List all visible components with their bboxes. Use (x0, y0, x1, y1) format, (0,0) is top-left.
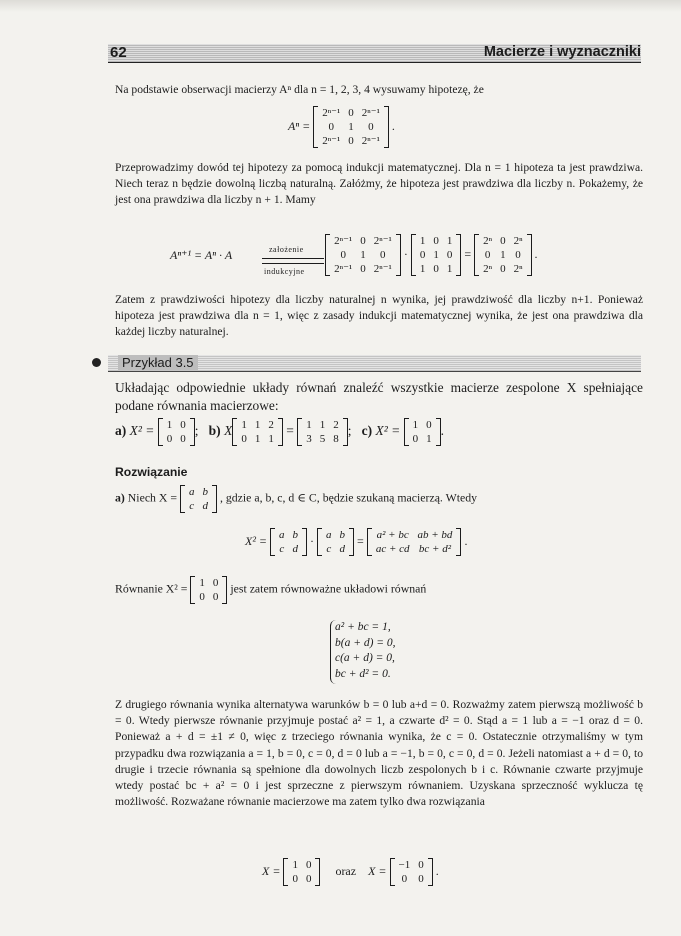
equals-sign: = (286, 423, 294, 439)
matrix-row (318, 134, 384, 148)
matrix-cell: 0 (212, 591, 219, 603)
matrix-cell: 2ⁿ (483, 235, 493, 247)
page-number: 62 (110, 44, 127, 61)
matrix-row (163, 418, 190, 432)
matrix-x-left (270, 528, 307, 556)
matrix-cell: 2ⁿ (483, 263, 493, 275)
matrix-cell: 1 (500, 249, 506, 261)
equals-arrow (262, 258, 324, 264)
matrix-cell: 2ⁿ⁻¹ (334, 235, 353, 247)
matrix-cell: 0 (180, 419, 186, 431)
matrix-cell: 1 (426, 433, 432, 445)
matrix-cell: −1 (398, 859, 411, 871)
matrix-cell: c (189, 500, 195, 512)
matrix-cell: 0 (515, 249, 521, 261)
matrix-cell: c (279, 543, 285, 555)
statement-text: Równanie X² = (115, 581, 188, 596)
equation-end: . (435, 863, 439, 878)
matrix-row (185, 499, 212, 513)
matrix-cell: 0 (348, 107, 354, 119)
bullet-icon (92, 358, 101, 367)
matrix-cell: 0 (292, 873, 298, 885)
matrix-cell: 0 (426, 419, 432, 431)
matrix-row (330, 248, 396, 262)
matrix-cell: 1 (419, 263, 426, 275)
matrix-cell: 0 (180, 433, 186, 445)
equation-statement (115, 576, 426, 604)
matrix-row (372, 542, 457, 556)
matrix-cell: 0 (360, 263, 366, 275)
matrix-cell: a (188, 486, 195, 498)
matrix-cell: 0 (484, 249, 491, 261)
matrix-row (409, 432, 436, 446)
equation-end: . (391, 118, 395, 133)
matrix-row (237, 432, 278, 446)
matrix-cell: 1 (292, 859, 298, 871)
system-equation: c(a + d) = 0, (335, 652, 395, 664)
solution-matrix-2 (390, 858, 433, 886)
matrix-product (367, 528, 462, 556)
matrix-row (395, 872, 428, 886)
task-equations (115, 418, 444, 446)
matrix-row (195, 576, 222, 590)
matrix-row (330, 234, 396, 248)
separator: ; (194, 423, 199, 439)
matrix-cell: 0 (241, 433, 247, 445)
matrix-cell: 1 (446, 263, 453, 275)
task-c-label: c) (361, 423, 373, 439)
matrix-row (416, 262, 457, 276)
matrix-row (288, 858, 315, 872)
separator: ; (347, 423, 352, 439)
matrix-cell: 0 (166, 433, 173, 445)
matrix-cell: 2ⁿ⁻¹ (361, 107, 380, 119)
matrix-row (318, 120, 384, 134)
matrix-x-right (317, 528, 354, 556)
matrix-cell: 0 (380, 249, 386, 261)
conjunction: oraz (335, 863, 357, 878)
matrix-row (185, 485, 212, 499)
statement-text-cont: jest zatem równoważne układowi równań (230, 581, 427, 596)
matrix-row (322, 542, 349, 556)
matrix-cell: 0 (305, 859, 312, 871)
matrix-cell: 0 (212, 577, 219, 589)
dot-operator: · (310, 533, 315, 548)
matrix-row (416, 248, 457, 262)
equals-sign: = (464, 246, 472, 261)
matrix-cell: d (202, 500, 208, 512)
matrix-cell: 0 (305, 873, 312, 885)
matrix-cell: 2ⁿ⁻¹ (373, 235, 392, 247)
equation-end: . (440, 423, 444, 439)
task-b-matrix-left (232, 418, 283, 446)
induction-label-top: założenie (269, 245, 304, 254)
solution-a-line (115, 485, 477, 513)
matrix-cell: b (339, 529, 346, 541)
matrix-cell: 0 (348, 135, 354, 147)
matrix-cell: b (202, 486, 208, 498)
matrix-cell: 0 (412, 433, 419, 445)
matrix-cell: 1 (254, 419, 261, 431)
matrix-row (416, 234, 457, 248)
matrix-row (302, 418, 343, 432)
matrix-a (411, 234, 462, 276)
solution-a-text: Niech X = (127, 490, 178, 505)
equation-system (335, 620, 396, 682)
matrix-row (302, 432, 343, 446)
task-b-label: b) (208, 423, 221, 439)
paragraph-conclusion: Zatem z prawdziwości hipotezy dla liczby naturalnej n wynika, jej prawdziwość dla liczby n+1. Ponieważ hipoteza jest prawdziwa dla n = 1, więc z zasady indukcji matematycznej wynika, że jest ona prawdziwa dla każdej liczby naturalnej. (115, 293, 643, 339)
matrix-cell: 3 (306, 433, 312, 445)
system-equation: bc + d² = 0. (335, 667, 391, 680)
equation-solutions (262, 858, 439, 886)
matrix-row (479, 248, 526, 262)
matrix-cell: 1 (412, 419, 419, 431)
example-task: Układając odpowiednie układy równań znaleźć wszystkie macierze zespolone X spełniające podane równania macierzowe: (115, 380, 643, 413)
matrix-cell: 0 (446, 249, 453, 261)
matrix-row (195, 590, 222, 604)
matrix-target (190, 576, 227, 604)
matrix-cell: 0 (401, 873, 408, 885)
task-a-lhs: X² = (129, 423, 155, 439)
matrix-row (163, 432, 190, 446)
equation-lhs: Aⁿ⁺¹ = Aⁿ · A (170, 247, 233, 262)
matrix-cell: 1 (166, 419, 173, 431)
task-a-label: a) (115, 423, 127, 439)
matrix-row (372, 528, 457, 542)
matrix-cell: 0 (433, 235, 439, 247)
equation-induction-step (170, 234, 538, 276)
matrix-cell: 0 (500, 263, 506, 275)
example-title: Przykład 3.5 (118, 355, 198, 370)
matrix-row (330, 262, 396, 276)
solution-a-text-cont: , gdzie a, b, c, d ∈ C, będzie szukaną macierzą. Wtedy (219, 490, 478, 505)
matrix-cell: bc + d² (418, 543, 452, 555)
matrix-cell: 1 (446, 235, 453, 247)
matrix-cell: 2ⁿ⁻¹ (373, 263, 392, 275)
matrix-cell: 0 (368, 121, 374, 133)
matrix-cell: 1 (254, 433, 261, 445)
solution-matrix-1 (283, 858, 320, 886)
matrix-cell: 1 (268, 433, 274, 445)
task-c-lhs: X² = (375, 423, 401, 439)
matrix-row (409, 418, 436, 432)
matrix-row (237, 418, 278, 432)
matrix-cell: d (292, 543, 299, 555)
matrix-row (318, 106, 384, 120)
matrix-cell: 1 (199, 577, 205, 589)
matrix-cell: 5 (319, 433, 326, 445)
matrix-row (479, 234, 526, 248)
matrix-cell: 0 (419, 249, 426, 261)
matrix-cell: a (279, 529, 285, 541)
matrix-cell: b (292, 529, 299, 541)
matrix-cell: ac + cd (375, 543, 410, 555)
equals-sign: = (357, 533, 364, 548)
matrix-cell: 0 (500, 235, 506, 247)
solution-heading: Rozwiązanie (115, 465, 188, 479)
matrix-cell: 0 (418, 873, 424, 885)
solution-lhs-2: X = (368, 863, 387, 878)
matrix-cell: 2ⁿ (513, 263, 523, 275)
solution-a-label: a) (115, 490, 125, 505)
matrix-cell: 2 (268, 419, 274, 431)
matrix-cell: 0 (328, 121, 334, 133)
matrix (313, 106, 389, 148)
induction-label-bottom: indukcyjne (264, 267, 305, 276)
matrix-cell: 1 (348, 121, 354, 133)
matrix-row (275, 528, 302, 542)
task-b-matrix-right (297, 418, 348, 446)
matrix-cell: 0 (340, 249, 346, 261)
matrix-cell: a² + bc (376, 529, 409, 541)
equation-an (288, 106, 395, 148)
equation-end: . (534, 246, 538, 261)
task-c-matrix (404, 418, 441, 446)
matrix-row (275, 542, 302, 556)
matrix-row (288, 872, 315, 886)
dot-operator: · (403, 246, 408, 261)
matrix-cell: a (326, 529, 332, 541)
page-edge (0, 0, 681, 12)
matrix-cell: d (339, 543, 346, 555)
matrix-cell: 0 (360, 235, 366, 247)
matrix-cell: 1 (360, 249, 366, 261)
solution-lhs-1: X = (262, 863, 281, 878)
matrix-cell: 0 (199, 591, 205, 603)
matrix-cell: 1 (306, 419, 312, 431)
matrix-cell: 2 (333, 419, 339, 431)
equation-end: . (464, 533, 468, 548)
paragraph-hypothesis: Na podstawie obserwacji macierzy Aⁿ dla n = 1, 2, 3, 4 wysuwamy hipotezę, że (115, 83, 484, 96)
matrix-cell: 2ⁿ⁻¹ (322, 107, 341, 119)
matrix-cell: 0 (418, 859, 424, 871)
matrix-row (322, 528, 349, 542)
matrix-cell: 1 (241, 419, 247, 431)
paragraph-case-analysis: Z drugiego równania wynika alternatywa warunków b = 0 lub a+d = 0. Rozważmy zatem pierwszą możliwość b = 0. Wtedy pierwsze równanie przyjmuje postać a² = 1, a czwarte d² = 0. Stąd a = 1 lub a = −1 oraz d = 0. Ponieważ a + d = ±1 ≠ 0, więc z trzeciego równania wynika, że c = 0. Ostatecznie otrzymaliśmy w tym przypadku dwa rozwiązania a = 1, b = 0, c = 0, d = 0 lub a = −1, b = 0, c = 0, d = 0. Jeżeli natomiast a + d = 0, to drugie i trzecie równania są spełnione dla dowolnych liczb zespolonych b i c. Równanie czwarte przyjmuje wtedy postać bc + a² = 0 i jest sprzeczne z pierwszym równaniem. Uzyskana sprzeczność wyklucza tę możliwość. Rozważane równanie macierzowe ma zatem tylko dwa rozwiązania (115, 698, 643, 809)
matrix-cell: 8 (333, 433, 339, 445)
matrix-cell: 2ⁿ⁻¹ (361, 135, 380, 147)
task-a-matrix (158, 418, 195, 446)
system-equation: a² + bc = 1, (335, 621, 391, 633)
matrix-cell: 2ⁿ⁻¹ (334, 263, 353, 275)
matrix-row (479, 262, 526, 276)
task-b-lhs: X (224, 423, 233, 439)
matrix-cell: 1 (419, 235, 426, 247)
matrix-cell: ab + bd (417, 529, 453, 541)
matrix-an-1 (325, 234, 401, 276)
matrix-cell: 2ⁿ⁻¹ (322, 135, 341, 147)
matrix-an1 (474, 234, 531, 276)
equation-lhs: Aⁿ = (288, 118, 311, 133)
running-title: Macierze i wyznaczniki (483, 44, 641, 60)
matrix-cell: 1 (433, 249, 439, 261)
equation-lhs: X² = (245, 533, 268, 548)
system-equation: b(a + d) = 0, (335, 636, 396, 649)
matrix-x (180, 485, 217, 513)
equation-x-squared (245, 528, 467, 556)
paragraph-induction: Przeprowadzimy dowód tej hipotezy za pomocą indukcji matematycznej. Dla n = 1 hipoteza ta jest prawdziwa. Niech teraz n będzie dowolną liczbą naturalną. Załóżmy, że hipoteza jest prawdziwa dla liczby n. Pokażemy, że jest ona prawdziwa dla liczby n + 1. Mamy (115, 161, 643, 207)
matrix-cell: c (326, 543, 332, 555)
matrix-cell: 1 (319, 419, 326, 431)
matrix-cell: 0 (433, 263, 439, 275)
matrix-row (395, 858, 428, 872)
matrix-cell: 2ⁿ (513, 235, 523, 247)
